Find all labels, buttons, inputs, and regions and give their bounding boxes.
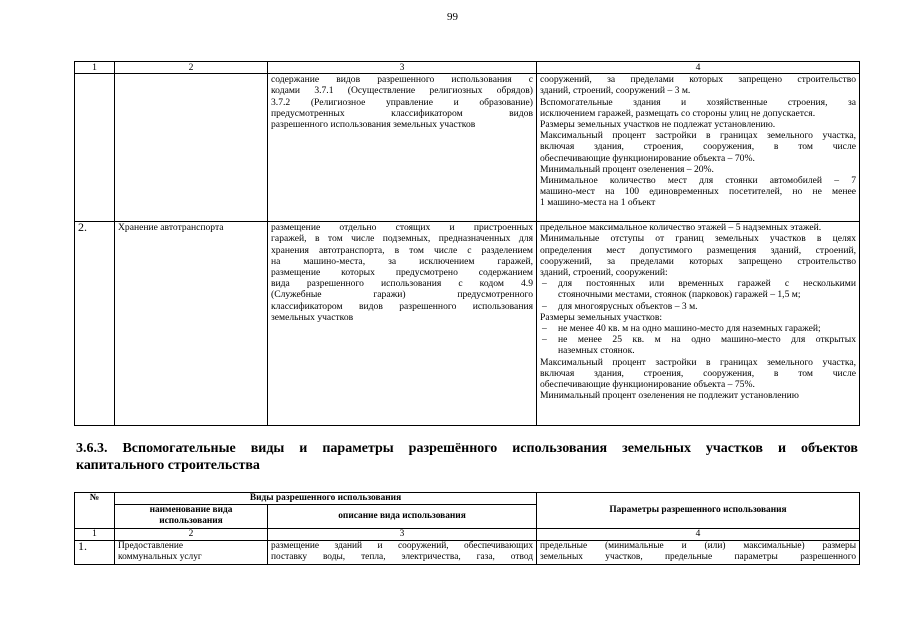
text-line: размещение отдельно стоящих и пристроенных xyxy=(271,222,533,234)
text-line: земельных участков, предельные параметры разрешенного xyxy=(540,552,857,563)
use-type-description xyxy=(268,222,537,426)
row-number xyxy=(75,74,115,222)
text-line: Минимальные отступы от границ земельных участков в целях xyxy=(540,233,856,245)
header-parameters: Параметры разрешенного использования xyxy=(537,493,860,529)
bullet-item xyxy=(540,334,856,356)
text-line: размещение зданий и сооружений, обеспечивающих xyxy=(271,540,534,551)
text-line: гаражей, в том числе подземных, предназначенных для xyxy=(271,233,533,245)
table-row xyxy=(75,540,860,564)
bullet-item xyxy=(540,323,856,334)
text-line: классификатором видов разрешенного использования xyxy=(271,300,533,312)
dash-marker: – xyxy=(542,323,547,335)
text-line: включая здания, строения, сооружения, в том числе xyxy=(540,367,856,379)
text-line: коммунальных услуг xyxy=(118,552,202,563)
col-number-3: 3 xyxy=(268,62,537,74)
text-line: обеспечивающие функционирование объекта – 75%. xyxy=(540,379,755,391)
auxiliary-uses-table xyxy=(74,492,860,565)
dash-marker: – xyxy=(542,278,547,290)
text-line: поставку воды, тепла, электричества, газа, отвод xyxy=(271,552,534,563)
use-parameters xyxy=(537,74,860,222)
col-number-4: 4 xyxy=(537,62,860,74)
text-line: обеспечивающие функционирование объекта – 70%. xyxy=(540,152,755,164)
use-type-name xyxy=(115,540,268,564)
text-line: сооружений, за пределами которых запрещено строительство xyxy=(540,255,856,267)
col-number-1: 1 xyxy=(75,62,115,74)
text-line: включая здания, строения, сооружения, в том числе xyxy=(540,141,856,153)
text-line: размещение которых предусмотрено содержанием xyxy=(271,267,533,279)
use-type-description xyxy=(268,74,537,222)
column-number-row xyxy=(75,62,860,74)
use-type-description xyxy=(268,540,537,564)
text-line: Максимальный процент застройки в границах земельного участка, xyxy=(540,130,856,142)
page-number: 99 xyxy=(447,11,458,23)
row-number xyxy=(75,540,115,564)
use-parameters xyxy=(537,540,860,564)
text-line: не менее 40 кв. м на одно машино-место для наземных гаражей; xyxy=(558,323,821,335)
text-line: определения мест допустимого размещения зданий, строений, xyxy=(540,244,856,256)
text-line: для постоянных или временных гаражей с несколькими xyxy=(558,278,856,290)
text-line: машино-мест на 100 единовременных посетителей, но не менее xyxy=(540,186,856,198)
column-number-row xyxy=(75,528,860,540)
section-heading-line: 3.6.3. Вспомогательные виды и параметры разрешённого использования земельных участков и объектов xyxy=(76,441,858,456)
section-heading xyxy=(76,440,858,474)
text-line: Размеры земельных участков: xyxy=(540,311,663,323)
row-number xyxy=(75,222,115,426)
text-line: Размеры земельных участков не подлежат установлению. xyxy=(540,119,776,131)
row-number-text: 2. xyxy=(78,221,87,235)
text-line: Минимальное количество мест для стоянки автомобилей – 7 xyxy=(540,175,856,187)
header-number: № xyxy=(75,493,115,529)
text-line: для многоярусных объектов – 3 м. xyxy=(558,300,698,312)
text-line: Предоставление xyxy=(118,540,184,551)
text-line: зданий, строений, сооружений: xyxy=(540,267,668,279)
use-type-name: Хранение автотранспорта xyxy=(115,222,268,426)
text-line: наземных стоянок. xyxy=(558,345,635,357)
text-line: разрешенного использования земельных участков xyxy=(271,119,476,131)
text-line: содержание видов разрешенного использования с xyxy=(271,74,533,86)
text-line: кодами 3.7.1 (Осуществление религиозных обрядов) xyxy=(271,85,533,97)
text-line: предельные (минимальные и (или) максимальные) размеры xyxy=(540,540,857,551)
text-line: исключением гаражей, размещать со стороны улиц не допускается. xyxy=(540,107,816,119)
table-row xyxy=(75,74,860,222)
text-line: вида разрешенного использования с кодом 4.9 xyxy=(271,278,533,290)
text-line: Вспомогательные здания и хозяйственные строения, за xyxy=(540,96,856,108)
dash-marker: – xyxy=(542,334,547,346)
text-line: 3.7.2 (Религиозное управление и образование) xyxy=(271,96,533,108)
col-number-4: 4 xyxy=(537,528,860,540)
text-line: стояночными местами, стоянок (парковок) гаражей – 1,5 м; xyxy=(558,289,801,301)
use-parameters xyxy=(537,222,860,426)
section-heading-line: капитального строительства xyxy=(76,458,260,473)
text-line: предельное максимальное количество этажей – 5 надземных этажей. xyxy=(540,222,822,234)
text-line: Минимальный процент озеленения не подлежит установлению xyxy=(540,390,799,402)
header-use-name: наименование вида использования xyxy=(115,505,268,528)
text-line: 1 машино-места на 1 объект xyxy=(540,197,656,209)
bullet-item xyxy=(540,278,856,300)
col-number-1: 1 xyxy=(75,528,115,540)
dash-marker: – xyxy=(542,300,547,312)
bullet-item xyxy=(540,301,856,312)
text-line: хранения автотранспорта, в том числе с разделением xyxy=(271,244,533,256)
text-line: предусмотренных классификатором видов xyxy=(271,107,533,119)
header-row xyxy=(75,493,860,505)
text-line: сооружений, за пределами которых запрещено строительство xyxy=(540,74,856,86)
use-type-name xyxy=(115,74,268,222)
zoning-table-continued xyxy=(74,61,860,426)
text-line: Минимальный процент озеленения – 20%. xyxy=(540,163,714,175)
table-row xyxy=(75,222,860,426)
text-line: (Служебные гаражи) предусмотренного xyxy=(271,289,533,301)
text-line: Максимальный процент застройки в границах земельного участка, xyxy=(540,356,856,368)
header-use-description: описание вида использования xyxy=(268,505,537,528)
col-number-2: 2 xyxy=(115,528,268,540)
row-number-text: 1. xyxy=(78,540,87,553)
header-use-types: Виды разрешенного использования xyxy=(115,493,537,505)
col-number-2: 2 xyxy=(115,62,268,74)
text-line: не менее 25 кв. м на одно машино-место для открытых xyxy=(558,334,856,346)
text-line: зданий, строений, сооружений – 3 м. xyxy=(540,85,691,97)
text-line: на машино-места, за исключением гаражей, xyxy=(271,255,533,267)
col-number-3: 3 xyxy=(268,528,537,540)
text-line: земельных участков xyxy=(271,311,354,323)
